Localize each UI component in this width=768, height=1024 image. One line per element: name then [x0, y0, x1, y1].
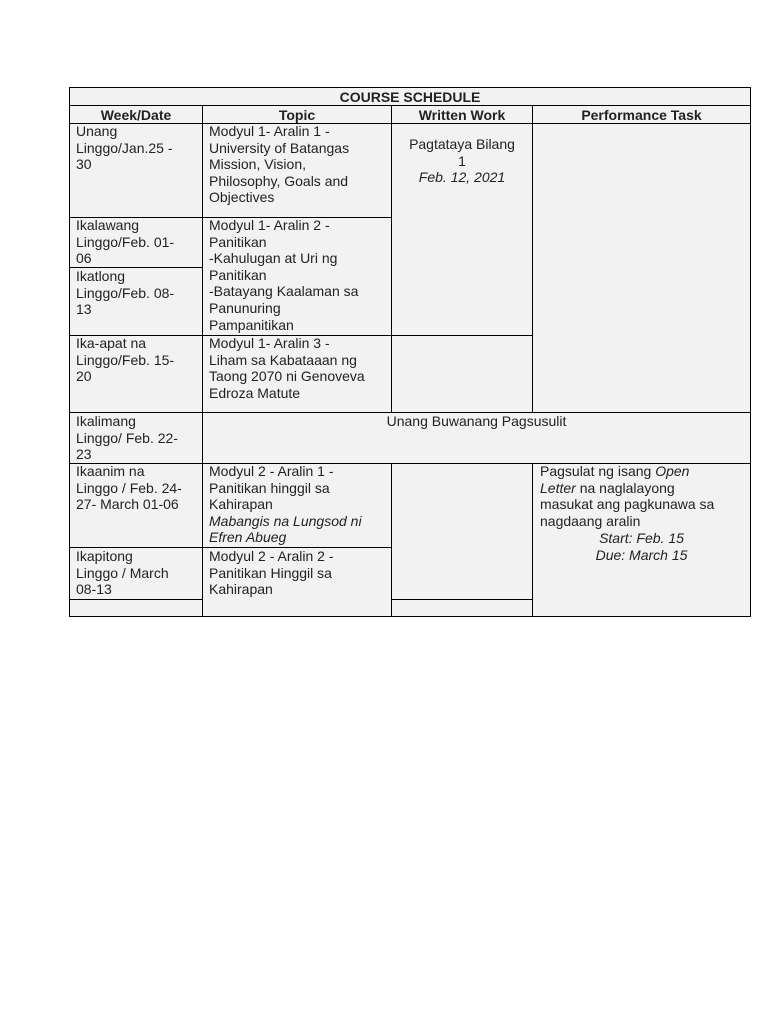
- topic-1-line-3: Mission, Vision,: [209, 156, 307, 173]
- week-7-line-1: Ikapitong: [76, 548, 133, 564]
- week-6-line-3: 27- March 01-06: [76, 496, 179, 513]
- header-performance-task-text: Performance Task: [581, 107, 702, 123]
- performance-task-line-1: [540, 463, 689, 480]
- week-1-line-3: 30: [76, 156, 92, 173]
- exam-row-text: Unang Buwanang Pagsusulit: [386, 413, 567, 429]
- written-work-1-date: Feb. 12, 2021: [418, 169, 506, 186]
- written-work-cell-4: [391, 335, 533, 413]
- performance-task-italic-b: Letter: [540, 479, 576, 496]
- table-title-text: COURSE SCHEDULE: [339, 89, 481, 105]
- week-4-line-1: Ika-apat na: [76, 335, 147, 351]
- performance-task-prefix: Pagsulat ng isang: [540, 463, 656, 479]
- topic-7-line-3: Kahirapan: [209, 581, 273, 598]
- topic-4-line-1: Modyul 1- Aralin 3 -: [209, 335, 330, 351]
- performance-task-italic-a: Open: [655, 463, 690, 479]
- performance-task-cell-1: [532, 123, 751, 413]
- topic-1-line-4: Philosophy, Goals and: [209, 172, 349, 189]
- week-7-line-2: Linggo / March: [76, 564, 169, 581]
- performance-task-line-2: [540, 480, 675, 497]
- topic-7-line-2: Panitikan Hinggil sa: [209, 564, 332, 581]
- topic-merged-line-2: Panitikan: [209, 233, 267, 250]
- week-3-line-2: Linggo/Feb. 08-: [76, 284, 175, 301]
- topic-7-line-1: Modyul 2 - Aralin 2 -: [209, 548, 334, 564]
- header-week-date: [69, 105, 203, 124]
- week-1-line-1: Unang: [76, 123, 118, 139]
- written-work-1-line-1: Pagtataya Bilang: [409, 136, 515, 152]
- performance-task-due: Due: March 15: [595, 546, 688, 563]
- week-3-line-1: Ikatlong: [76, 268, 126, 284]
- table-title: [69, 87, 751, 106]
- header-performance-task: [532, 105, 751, 124]
- topic-merged-line-5: -Batayang Kaalaman sa: [209, 283, 359, 300]
- performance-task-line-3: masukat ang pagkunawa sa: [540, 496, 715, 513]
- topic-4-line-2: Liham sa Kabataaan ng: [209, 351, 357, 368]
- header-week-date-text: Week/Date: [100, 107, 172, 123]
- topic-merged-line-4: Panitikan: [209, 266, 267, 283]
- week-5-line-1: Ikalimang: [76, 413, 136, 429]
- week-2-line-1: Ikalawang: [76, 217, 140, 233]
- topic-4-line-4: Edroza Matute: [209, 384, 301, 401]
- header-written-work: [391, 105, 533, 124]
- performance-task-start: Start: Feb. 15: [599, 530, 684, 546]
- header-topic: [202, 105, 392, 124]
- week-3-line-3: 13: [76, 301, 92, 318]
- week-2-line-3: 06: [76, 250, 92, 267]
- topic-6-line-2: Panitikan hinggil sa: [209, 479, 330, 496]
- topic-6-line-4: Mabangis na Lungsod ni: [209, 512, 362, 529]
- performance-task-rest-line-2: na naglalayong: [575, 479, 675, 496]
- topic-4-line-3: Taong 2070 ni Genoveva: [209, 368, 365, 385]
- performance-task-line-4: nagdaang aralin: [540, 512, 641, 529]
- topic-merged-line-7: Pampanitikan: [209, 316, 294, 333]
- header-written-work-text: Written Work: [418, 107, 506, 123]
- week-5-line-2: Linggo/ Feb. 22-: [76, 429, 178, 446]
- topic-1-line-5: Objectives: [209, 189, 275, 206]
- written-work-1-line-2: 1: [458, 152, 466, 169]
- topic-6-line-5: Efren Abueg: [209, 529, 287, 546]
- header-topic-text: Topic: [278, 107, 316, 123]
- topic-merged-line-1: Modyul 1- Aralin 2 -: [209, 217, 330, 233]
- week-4-line-2: Linggo/Feb. 15-: [76, 351, 175, 368]
- written-work-cell-8: [391, 599, 533, 617]
- week-7-line-3: 08-13: [76, 581, 112, 598]
- week-6-line-2: Linggo / Feb. 24-: [76, 479, 182, 496]
- topic-1-line-1: Modyul 1- Aralin 1 -: [209, 123, 330, 139]
- topic-6-line-1: Modyul 2 - Aralin 1 -: [209, 463, 334, 479]
- week-1-line-2: Linggo/Jan.25 -: [76, 139, 173, 156]
- topic-merged-line-6: Panunuring: [209, 300, 281, 316]
- written-work-cell-6: [391, 463, 533, 600]
- week-2-line-2: Linggo/Feb. 01-: [76, 233, 175, 250]
- topic-merged-line-3: -Kahulugan at Uri ng: [209, 250, 338, 267]
- week-cell-8: [69, 599, 203, 617]
- week-5-line-3: 23: [76, 446, 92, 463]
- topic-1-line-2: University of Batangas: [209, 139, 350, 156]
- topic-6-line-3: Kahirapan: [209, 496, 273, 513]
- week-6-line-1: Ikaanim na: [76, 463, 145, 479]
- week-4-line-3: 20: [76, 368, 92, 385]
